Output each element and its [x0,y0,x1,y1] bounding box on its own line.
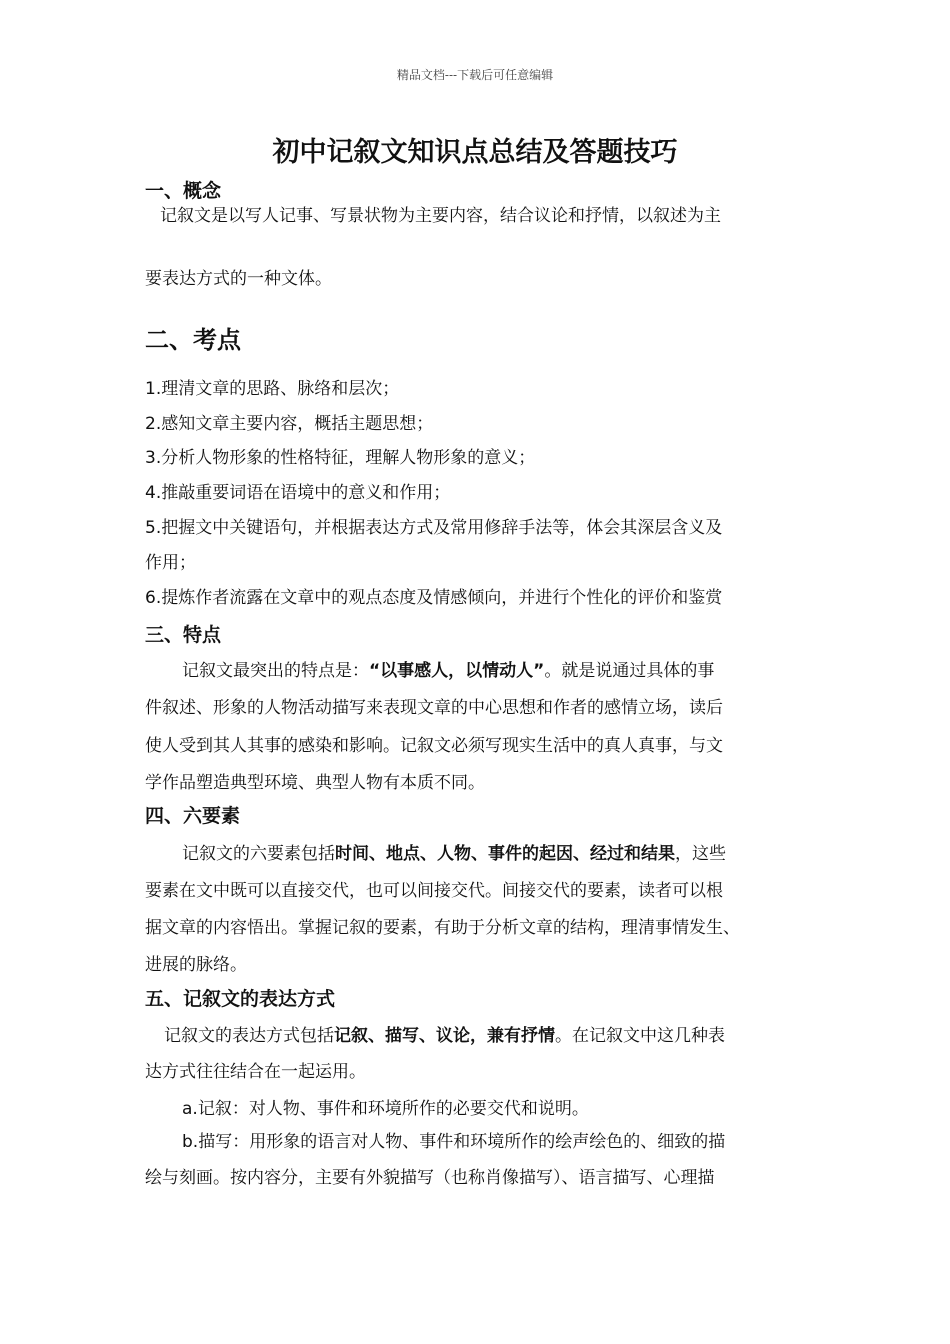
section-expression-heading: 五、记叙文的表达方式 [145,988,336,1010]
exam-point: 2.感知文章主要内容，概括主题思想； [145,414,434,434]
exam-point: 5.把握文中关键语句，并根据表达方式及常用修辞手法等，体会其深层含义及 [145,518,723,538]
document-title: 初中记叙文知识点总结及答题技巧 [272,137,678,168]
features-text: 记叙文最突出的特点是： [182,661,369,681]
section-features-heading: 三、特点 [145,624,222,646]
page-header: 精品文档---下载后可任意编辑 [396,68,554,82]
exam-point: 1.理清文章的思路、脉络和层次； [145,379,400,399]
section-exam-points-heading: 二、考点 [145,326,241,354]
features-key-phrase: “以事感人，以情动人” [369,661,545,681]
concept-line-1: 记叙文是以写人记事、写景状物为主要内容，结合议论和抒情，以叙述为主 [160,206,721,226]
exam-point: 3.分析人物形象的性格特征，理解人物形象的意义； [145,448,536,468]
features-text: 。就是说通过具体的事 [544,661,715,681]
features-line-1 [182,656,714,681]
six-elements-line-2: 要素在文中既可以直接交代，也可以间接交代。间接交代的要素，读者可以根 [145,881,723,901]
six-elements-text: 记叙文的六要素包括 [182,844,335,864]
section-six-elements-heading: 四、六要素 [145,805,241,827]
expression-text: 。在记叙文中这几种表 [555,1026,725,1046]
expression-item-b-line-1: b.描写：用形象的语言对人物、事件和环境所作的绘声绘色的、细致的描 [182,1132,726,1152]
exam-point: 6.提炼作者流露在文章中的观点态度及情感倾向，并进行个性化的评价和鉴赏 [145,588,723,608]
features-line-3: 使人受到其人其事的感染和影响。记叙文必须写现实生活中的真人真事，与文 [145,736,723,756]
six-elements-text: ，这些 [675,844,726,864]
features-line-4: 学作品塑造典型环境、典型人物有本质不同。 [145,773,485,793]
six-elements-line-1 [182,839,726,864]
features-line-2: 件叙述、形象的人物活动描写来表现文章的中心思想和作者的感情立场，读后 [145,698,723,718]
expression-key-phrase: 记叙、描写、议论，兼有抒情 [334,1026,555,1046]
six-elements-line-4: 进展的脉络。 [145,955,247,975]
expression-line-2: 达方式往往结合在一起运用。 [145,1062,366,1082]
expression-text: 记叙文的表达方式包括 [164,1026,334,1046]
exam-point: 4.推敲重要词语在语境中的意义和作用； [145,483,451,503]
exam-point: 作用； [145,553,196,573]
expression-item-b-line-2: 绘与刻画。按内容分，主要有外貌描写（也称肖像描写）、语言描写、心理描 [145,1168,715,1188]
section-concept-heading: 一、概念 [145,180,222,202]
six-elements-line-3: 据文章的内容悟出。掌握记叙的要素，有助于分析文章的结构，理清事情发生、 [145,918,740,938]
expression-item-a: a.记叙：对人物、事件和环境所作的必要交代和说明。 [182,1099,589,1119]
concept-line-2: 要表达方式的一种文体。 [145,269,332,289]
six-elements-key-phrase: 时间、地点、人物、事件的起因、经过和结果 [335,844,675,864]
expression-line-1 [164,1021,725,1046]
